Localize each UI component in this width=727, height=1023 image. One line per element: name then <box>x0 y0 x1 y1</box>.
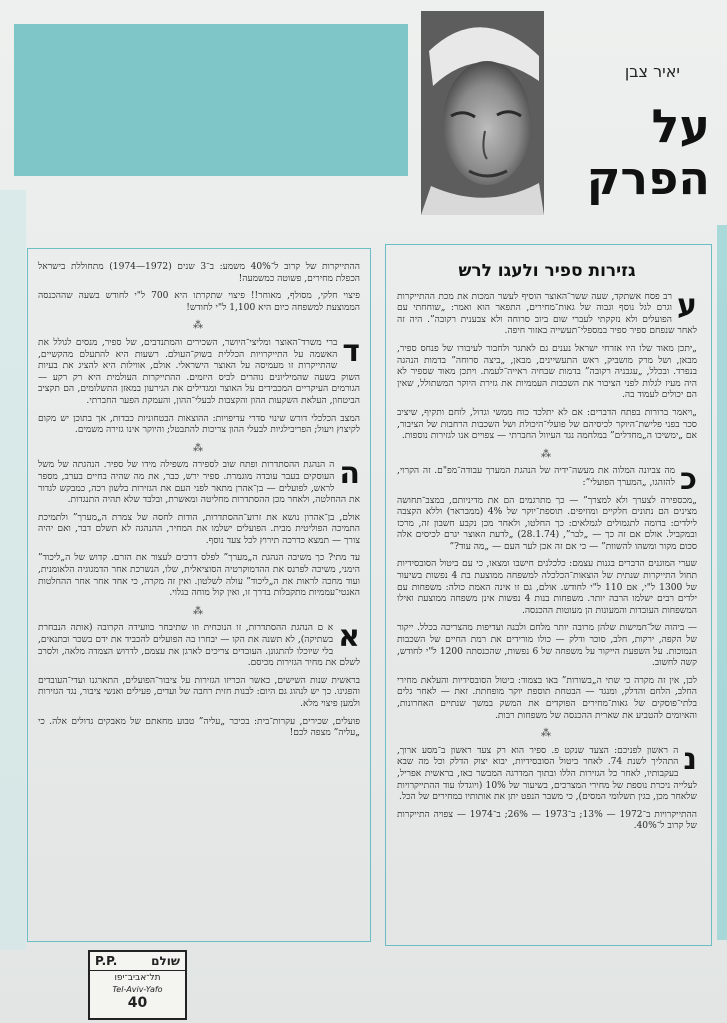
section-title-line1: על <box>651 99 710 153</box>
article-title: גזירות ספיר ולעגו לרש <box>458 261 636 281</box>
section-title <box>560 100 710 204</box>
postage-paid-stamp <box>88 950 187 1020</box>
drop-cap: א <box>338 619 360 655</box>
paragraph: ד ברי משרד־האוצר ומליצי־היושר, השכירים והמתנדבים, של ספיר, מנסים לגולל את האשמה על התייקרויות הכללית בשוק־העולם. רשעות היא להתעלם מהקשיים, שהתייקרות זו מעמיסה על האוצר הישראלי. אולם, אווילות היא להציג את בעיות השוק בשעה שהמיליונים נוהרים לכיס היזמים. ההתייקרות העולמית היא רק רקע — הגורמים העיקריים המכבידים על האוצר ומגדילים את הגירעון במאזן התשלומים, הם תקציב הביטחון, העלאת השקעות ההון והקצבות לבעלי־ההון, והעמקת הפער החברתי. <box>38 333 360 406</box>
section-separator: ⁂ <box>193 605 205 617</box>
paragraph: שערי המוגנים הדברים בגנות עצמם: כלכלנים חישבו ומצאו, כי עם ביטול הסובסידיות תחול התייקרות שנתית של הוצאות־הכלכלה למשפחה ממוצעת בת 4 נפשות בשיעור של 1300 ל"י, אם 110 ל"י לחודש. אולם, גם זו אינה האמת כולה: משפחות עם ילדים רבים ישלמו הרבה יותר. משפחות בנות 4 נפשות אינן משפחה ממוצעת ואילו המשפחות העובדות והמעונות הן מעוטות ההכנסה. <box>397 559 697 616</box>
paragraph: א א ם הנהגת ההסתדרות, זו הנוכחית וזו שתיבחר בוועידה הקרובה (אותה הנבחרת בשתיקה), לא תשנה את הקו — יבחרו בה הפועלים להכביד את ידם בשכר ובתנאים, בלי שיוכלו להתגונן. העובדים צריכים לארגן את עצמם, לדרוש הצמדה מלאה, ולסרב לשלם את מחיר הגזירות מכיסם. <box>38 619 360 669</box>
right-column <box>397 258 697 839</box>
header-color-band <box>14 24 408 176</box>
author-name: יאיר צבן <box>624 62 680 81</box>
paragraph: ההתייקרות של קרוב ל־40% משמע: ב־3 שנים (1972—1974) מתחוללת בישראל הכפלת מחירים, פשוטה כמשמעה! <box>38 262 360 284</box>
paragraph: כ מה צביונה המלוה את מעשה־ידיה של הנהגת המערך עבודה־מפ"ם. זה הקרוי, להזהגו, „המערך הפועלי”: <box>397 462 697 498</box>
paragraph: נ ה ראשון לפניכם: הצעד שנקט פ. ספיר הוא רק צעד ראשון ב־מסע ארוך, התהליך לשנת 74. לאחר ביטול הסובסידיות, יבוא יצוק הדלק וכל מה שבא בעקבותיו, לאחר כל הגזירות הללו ובתוך המדרגה המבשר כאז, בראשית אפריל, לעלייה ניכרת נוספת של מחירי המצרכים, בשיעור של 10% (ויוגדלו עוד ההתייקרויות שלאחר מכן, בגין תשלומי המסים), כי משבר הנפט יתן את אותותיו במחירים של הכל. <box>397 741 697 803</box>
paragraph: ההתייקרויות ב־1972 — 13%; ב־1973 — 26%; ב־1974 — צפויה התייקרות של קרוב ל־40%. <box>397 809 697 832</box>
drop-cap: ע <box>677 287 697 323</box>
section-separator: ⁂ <box>541 448 553 460</box>
paragraph: בראשית שנות השישים, כאשר הכריזו הגזירות על ציבור־הפועלים, התארגנו ועדי־העובדים והפגינו. כך יש לנהוג גם היום: לבנות חזית רחבה של ועדים, פעילים ואנשי ציבור, נגד הגזירות ולמען פיצוי מלא. <box>38 675 360 709</box>
section-title-line2: הפרק <box>586 151 710 205</box>
stamp-number: 40 <box>127 995 148 1011</box>
drop-cap: ד <box>342 333 360 369</box>
drop-cap: כ <box>680 462 697 498</box>
author-portrait <box>421 11 544 215</box>
left-column <box>38 262 360 746</box>
section-separator: ⁂ <box>541 728 553 740</box>
paragraph: לכן, אין זה מקרה כי שתי ה„בשורות” באו בצמוד: ביטול הסובסידיות והעלאת מחירי החלב, הלחם והדלק, ומנגד — הבטחת תוספת יוקר מופחתת. זאת — לאחר גלים בלתי־פוסקים של גאות־מחירים הפוקדים את המשק במשך שנתיים האחרונות, והאיומים להטביע את שארית ההכנסה של משפחות רבות. <box>397 675 697 721</box>
paragraph: פועלים, שכירים, עקרות־בית: בכיכר „עליה” טבוע מחאתם של מאבקים גדולים אלה. כי „עליה” מצפה לכם! <box>38 716 360 739</box>
paragraph: — ביהוה של־חמישות שלהן מרובה יותר מלחם ולבנה ועדיפות מהצריכה בכלל. ייקור של הקפה, ירקות, חלב, סוכר ודלק — כולו מורידים את רמת החיים של השכבות הנמוכות. על השפעת הייקור על משפחה של 6 נפשות, שהכנסתה 1200 ל"י לחודש, קשה לחשוב. <box>397 623 697 669</box>
paragraph: ה ה הנהגת ההסתדרות ופתח שוב לספירה משפילה מידו של ספיר. הנהגתה של משל העוסקים בעבר עובדה מוגמרת. ספיר ירש, כבר, את מה שהיה בחיים בערב, מספר לראש, לפועלים — בן־אהרן מתאר לפני העם את הגזירות בלשון רכה, כמבקש לגדור את ההחלטה, ולאחר מכן ההסתדרות מחליטה ומאשרת, ובלבד שלא תהיה התנגדות. <box>38 456 360 506</box>
paragraph: אולם, בן־אהרון נושא את זרוע־ההסתדרות, הודות לחסה של צמרת ה„מערך” ולתמיכת התמיכה הפוליטית מבית. הפועלים ישלמו את המחיר, ההנהגה לא תשלם דבר, ואם יהיה צורך — תמצא כדרכה תירוץ לכל צעד נוסף. <box>38 512 360 546</box>
right-margin-strip <box>717 225 727 940</box>
stamp-city-english: Tel-Aviv-Yafo <box>112 985 163 994</box>
paragraph: „מכספירה לצערך ולא למצרך” — כך מתרגמים הם את מדיניותם, במצב־תחושה מצינים הם נתונים חלקיים ומוזיפים. תוספת־יוקר של 4% (ממבראר) וללא הקצבה לילדים: בדומה לתגמולים לגמלאים: כך החלטו, ולאחר מכן נקבע חשבון זה, מרכז ובמקביל. אולם אם זה כך — „לבר”, (28.1.74) „לדעת האוצר יגרם לכיסים אלה סכום מקור ומשהו להשוות” — כי אם זה אכן לער העם — „מה עוד?” <box>397 495 697 552</box>
drop-cap: נ <box>683 741 697 777</box>
paragraph: פיצוי חלקי, מסולף, מאוחר!! פיצוי שתקרתו היא 700 ל"י לחודש בשעה שההכנסה הממוצעת למשפחה כיום היא 1,100 ל"י לחודש! <box>38 291 361 313</box>
stamp-city-hebrew: תל־אביב־יפו <box>90 970 185 985</box>
stamp-paid: שולם <box>151 954 180 968</box>
section-separator: ⁂ <box>193 442 205 454</box>
paragraph: „ויאמר ברורות בפתח הדברים: אם לא יתלכד כוח ממשי וגדול, לוחם ותקיף, שיציב סכר בפני פלישת־היוקר לכיסיהם של פועלי־היכולת ושל השכבות הרחבות של הציבור, אם „ימשיכו ה„מחדלים” במלחמה נגד העיוול החברתי — צפויים אנו לגזירות נוספות. <box>397 407 697 442</box>
drop-cap: ה <box>339 456 360 492</box>
left-margin-tint <box>0 190 26 950</box>
paragraph: המצב הכלכלי דורש שינוי סדרי עדיפויות: ההוצאות הבטחוניות כבדות, אך בתוכן יש מקום לקיצוץ ויעול; הפריבילגיות לבעלי ההון צריכות להתבטל; והיוקר אינו גזירה משמים. <box>38 413 360 436</box>
paragraph: ע רב פסח אשתקד, שעה ששר־האוצר הוסיף לעשר המכות את מכת ההתייקרות וגרם לגל נוסף וגבוה של גאות־מחירים, התפאר הוא ואמר: „שוחחתי עם הפועלים ולא נזקקתי לעברי שום ביוב סרוחה ולא צבענית רקובה”. היה זה לאחר שנפחם ספיר ספיר במספלי־תעשייה באזור חיפה. <box>397 287 697 337</box>
section-separator: ⁂ <box>193 320 205 332</box>
paragraph: „יתכן מאוד שלו היו אזרחי ישראל נענים גם לאתגר ולחבור לעיבורו של פנחס ספיר, מבאן, ושל מרק מושביק, ראש התעשיינים, מבאן, „ביצה סרוחה” בדמות הנהגה בנפרד. ובכלל, „עגבניה רקובה” בדמות שבחיה ראייה־לעמת. ויתכן מאוד שספיר לא היה מעיז לגלות לפני הציבור את השכבות העממיות את גזירת היוקר המשתולל, שאין הם יכולים לעמוד בה. <box>397 343 697 401</box>
stamp-code: P.P. <box>95 954 118 968</box>
paragraph: עד מתי? כך משיבה הנהגת ה„מערך” לפלס דרכים לעצור את הזרם. קדוש של ה„ליכוד” הימני, משיכה לפרנס את ההדמוקרטיה הסוציאלית, שלו, הנשרכת אחר הדמגוגיה הלאומנית, ועוד מחכה לראות את ה„ליכוד” עולה לשלטון. ואין זה מקרה, כי אחד אחר אחר ההחלטות האנטי־עממיות מתקבלות בדרך זו, ואין קול מוחה בגלוי. <box>38 553 360 599</box>
